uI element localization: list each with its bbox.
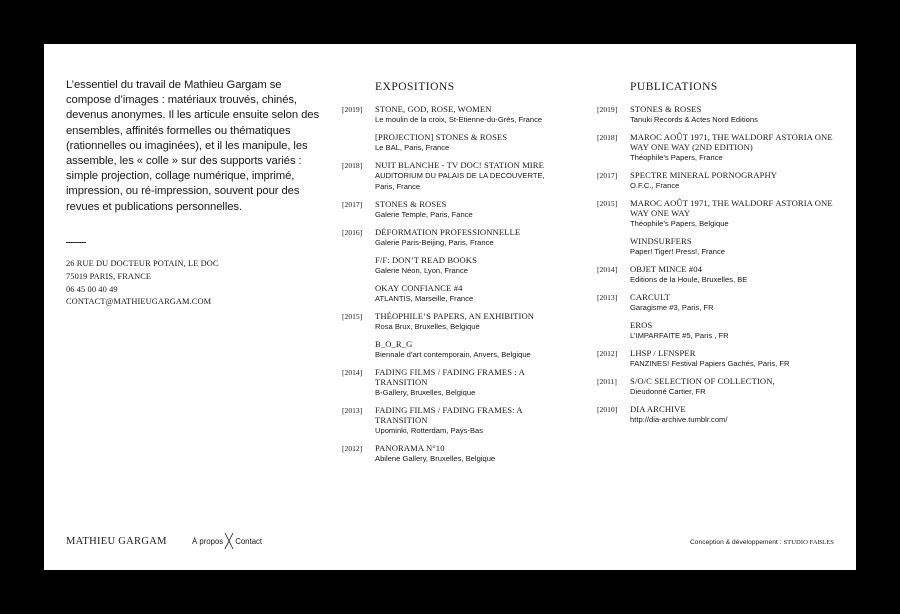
publication-entry: [597, 376, 837, 397]
exposition-entry: [342, 339, 556, 360]
exposition-title[interactable]: THÉOPHILE’S PAPERS, AN EXHIBITION: [375, 311, 535, 321]
publication-venue: Paper! Tiger! Press!, France: [630, 247, 725, 256]
publication-entry: [597, 320, 837, 341]
exposition-title[interactable]: FADING FILMS / FADING FRAMES : A TRANSITION: [375, 367, 525, 387]
nav-apropos-link[interactable]: À propos: [192, 536, 224, 546]
exposition-venue: Galerie Paris-Beijing, Paris, France: [375, 238, 494, 247]
exposition-entry: [342, 132, 556, 153]
intro-text: L’essentiel du travail de Mathieu Gargam se compose d’images : matériaux trouvés, chinés, devenus anonymes. Il les articule ensuite selon des ensembles, affinités formelles ou thématiques (rationnelles ou imaginées), et il les manipule, les assemble, les « colle » sur des supports variés : simple projection, collage numérique, imprimé, impression, ou ré-impression, souvent pour des revues et publications personnelles.: [66, 79, 319, 213]
exposition-title[interactable]: OKAY CONFIANCE #4: [375, 283, 463, 293]
nav-contact-link[interactable]: Contact: [235, 536, 263, 546]
publication-venue: Editions de la Houle, Bruxelles, BE: [630, 275, 748, 284]
publication-venue: L’IMPARFAITE #5, Paris , FR: [630, 331, 729, 340]
publication-entry: [597, 264, 837, 285]
address-line-1: 26 RUE DU DOCTEUR POTAIN, LE DOC: [66, 259, 219, 268]
exposition-venue: Le moulin de la croix, St-Etienne-du-Grès, France: [375, 115, 543, 124]
exposition-year: [2018]: [342, 161, 363, 170]
publication-entry: [597, 292, 837, 313]
publication-year: [597, 236, 630, 257]
exposition-entry: [342, 160, 556, 192]
exposition-title[interactable]: DÉFORMATION PROFESSIONNELLE: [375, 227, 521, 237]
exposition-entry: [342, 405, 556, 436]
exposition-year: [342, 283, 375, 304]
exposition-venue: Upominki, Rotterdam, Pays-Bas: [375, 426, 484, 435]
credit-prefix: Conception & développement :: [689, 539, 784, 546]
exposition-entry: [342, 311, 556, 332]
publication-title[interactable]: S/O/C SELECTION OF COLLECTION,: [630, 376, 775, 386]
publication-title[interactable]: MAROC AOÛT 1971, THE WALDORF ASTORIA ONE WAY ONE WAY (2ND EDITION): [630, 132, 833, 152]
email-link[interactable]: CONTACT@MATHIEUGARGAM.COM: [66, 297, 212, 307]
exposition-year: [342, 255, 375, 276]
exposition-venue: Rosa Brux, Bruxelles, Belgique: [375, 322, 480, 331]
publication-venue: Théophile’s Papers, Belgique: [630, 219, 729, 228]
exposition-title[interactable]: STONE, GOD, ROSE, WOMEN: [375, 104, 492, 114]
exposition-venue: Galerie Temple, Paris, Fance: [375, 210, 473, 219]
publication-entry: [597, 348, 837, 369]
publication-entry: [597, 104, 837, 125]
footer-nav: [192, 533, 262, 549]
exposition-entry: [342, 199, 556, 220]
exposition-venue: ATLANTIS, Marseille, France: [375, 294, 474, 303]
exposition-entry: [342, 255, 556, 276]
publication-entry: [597, 170, 837, 191]
expositions-title: EXPOSITIONS: [375, 81, 455, 93]
publication-year: [2014]: [597, 265, 618, 274]
exposition-title[interactable]: NUIT BLANCHE - TV DOC! STATION MIRE: [375, 160, 544, 170]
publication-year: [2011]: [597, 377, 617, 386]
exposition-entry: [342, 104, 556, 125]
cross-separator-icon: [224, 533, 234, 549]
publications-list: [597, 104, 837, 425]
publication-year: [2015]: [597, 199, 618, 208]
studio-link[interactable]: STUDIO FABLES: [783, 539, 834, 546]
exposition-venue: B-Gallery, Bruxelles, Belgique: [375, 388, 476, 397]
exposition-venue: Le BAL, Paris, France: [375, 143, 450, 152]
exposition-year: [2013]: [342, 406, 363, 415]
publications-title: PUBLICATIONS: [630, 81, 718, 93]
publication-venue: O.F.C., France: [630, 181, 680, 190]
publication-venue: http://dia-archive.tumblr.com/: [630, 415, 728, 424]
publication-venue: Garagisme #3, Paris, FR: [630, 303, 714, 312]
publication-year: [2017]: [597, 171, 618, 180]
exposition-year: [342, 339, 375, 360]
exposition-year: [2012]: [342, 444, 363, 453]
publication-entry: [597, 132, 837, 163]
publication-year: [2010]: [597, 405, 618, 414]
exposition-entry: [342, 283, 556, 304]
exposition-title[interactable]: F/F: DON’T READ BOOKS: [375, 255, 477, 265]
exposition-year: [2019]: [342, 105, 363, 114]
site-name-link[interactable]: MATHIEU GARGAM: [66, 536, 167, 547]
publication-entry: [597, 236, 837, 257]
page: [44, 44, 856, 570]
publication-title[interactable]: WINDSURFERS: [630, 236, 692, 246]
exposition-year: [2014]: [342, 368, 363, 377]
exposition-year: [2016]: [342, 228, 363, 237]
publication-entry: [597, 404, 837, 425]
publication-title[interactable]: EROS: [630, 320, 653, 330]
publication-year: [2012]: [597, 349, 618, 358]
publication-venue: Dieudonné Cartier, FR: [630, 387, 706, 396]
publication-venue: Théophile’s Papers, France: [630, 153, 723, 162]
exposition-venue: Biennale d’art contemporain, Anvers, Belgique: [375, 350, 531, 359]
expositions-list: [342, 104, 556, 464]
publication-title[interactable]: CARCULT: [630, 292, 671, 302]
exposition-venue: Galerie Néon, Lyon, France: [375, 266, 469, 275]
exposition-title[interactable]: PANORAMA N°10: [375, 443, 445, 453]
exposition-year: [2015]: [342, 312, 363, 321]
exposition-entry: [342, 227, 556, 248]
publication-entry: [597, 198, 837, 229]
publication-venue: Tanuki Records & Actes Nord Editions: [630, 115, 758, 124]
publication-title[interactable]: OBJET MINCE #04: [630, 264, 703, 274]
exposition-venue: Abilene Gallery, Bruxelles, Belgique: [375, 454, 496, 463]
publication-title[interactable]: SPECTRE MINERAL PORNOGRAPHY: [630, 170, 778, 180]
publication-year: [2018]: [597, 133, 618, 142]
exposition-title[interactable]: STONES & ROSES: [375, 199, 447, 209]
publication-title[interactable]: STONES & ROSES: [630, 104, 702, 114]
exposition-title[interactable]: FADING FILMS / FADING FRAMES: A TRANSITION: [375, 405, 523, 425]
phone-link[interactable]: 06 45 00 40 49: [66, 284, 118, 294]
exposition-venue: AUDITORIUM DU PALAIS DE LA DECOUVERTE, Paris, France: [375, 171, 545, 191]
publication-venue: FANZINES! Festival Papiers Gachés, Paris, FR: [630, 359, 790, 368]
exposition-year: [2017]: [342, 200, 363, 209]
divider: [66, 242, 86, 243]
exposition-entry: [342, 367, 556, 398]
publication-title[interactable]: LHSP / LFNSPER: [630, 348, 696, 358]
publication-title[interactable]: DIA ARCHIVE: [630, 404, 686, 414]
exposition-year: [342, 132, 375, 153]
credit: [690, 539, 834, 546]
exposition-title[interactable]: [PROJECTION] STONES & ROSES: [375, 132, 508, 142]
address-line-2: 75019 PARIS, FRANCE: [66, 271, 152, 281]
publication-year: [597, 320, 630, 341]
exposition-title[interactable]: B_O_R_G: [375, 339, 413, 349]
expositions-column: [342, 80, 556, 471]
exposition-entry: [342, 443, 556, 464]
publication-title[interactable]: MAROC AOÛT 1971, THE WALDORF ASTORIA ONE WAY ONE WAY: [630, 198, 833, 218]
publications-column: [597, 80, 837, 432]
contact-block: [66, 258, 219, 309]
publication-year: [2013]: [597, 293, 618, 302]
publication-year: [2019]: [597, 105, 618, 114]
